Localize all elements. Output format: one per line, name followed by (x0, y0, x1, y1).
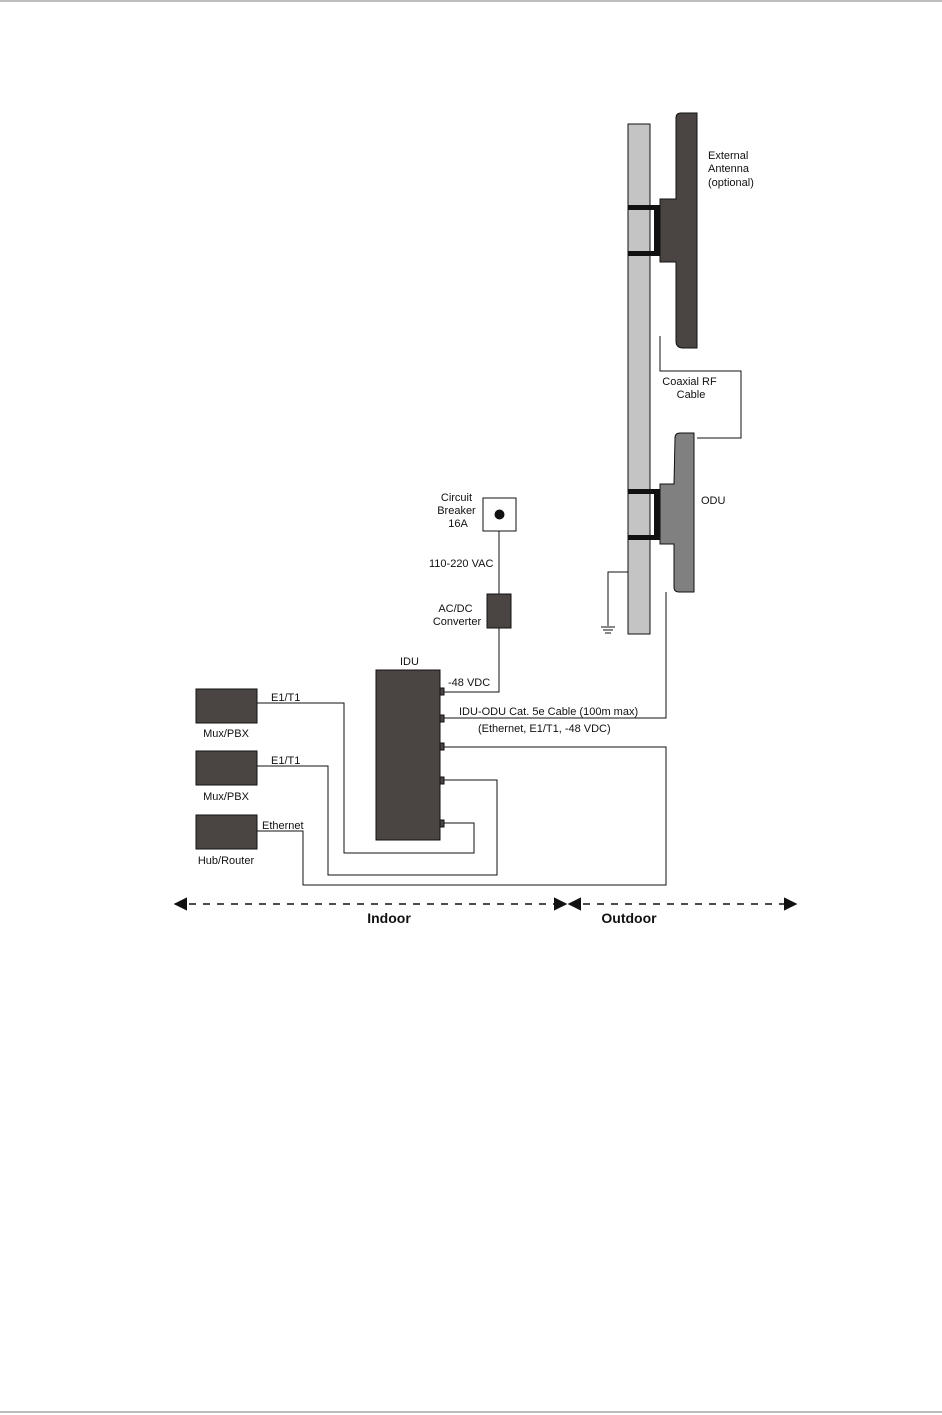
outdoor-zone-label: Outdoor (601, 910, 657, 926)
odu-unit (660, 433, 694, 592)
mux-pbx-2-label: Mux/PBX (203, 791, 249, 803)
idu-unit (376, 670, 440, 840)
vdc-label: -48 VDC (448, 677, 491, 689)
circuit-breaker-label: Circuit Breaker 16A (437, 492, 476, 530)
idu-port-ethernet (440, 743, 444, 750)
e1t1-1-label: E1/T1 (271, 692, 301, 704)
idu-odu-cable-sublabel: (Ethernet, E1/T1, -48 VDC) (478, 723, 611, 735)
idu-label: IDU (400, 656, 419, 668)
ground-connection (601, 572, 628, 633)
mast-pole (628, 124, 650, 634)
e1t1-2-label: E1/T1 (271, 755, 301, 767)
ethernet-cable (257, 747, 666, 885)
mux-pbx-1-label: Mux/PBX (203, 728, 249, 740)
idu-port-power (440, 688, 444, 695)
vac-label: 110-220 VAC (429, 558, 494, 570)
indoor-zone-label: Indoor (367, 910, 411, 926)
mux-pbx-2 (196, 751, 257, 785)
odu-label: ODU (701, 495, 726, 507)
external-antenna (660, 113, 697, 348)
circuit-breaker-indicator (495, 510, 505, 520)
idu-port-odu (440, 715, 444, 722)
converter-label: AC/DC Converter (432, 603, 482, 628)
mux-pbx-1 (196, 689, 257, 723)
ethernet-label: Ethernet (262, 820, 304, 832)
antenna-label: External Antenna (optional) (708, 150, 754, 189)
idu-port-e1t1-2 (440, 777, 444, 784)
idu-ports (440, 688, 444, 827)
hub-router-label: Hub/Router (197, 855, 255, 867)
idu-port-e1t1-1 (440, 820, 444, 827)
coaxial-cable-label: Coaxial RF Cable (662, 376, 717, 401)
hub-router (196, 815, 257, 849)
ac-dc-converter (487, 594, 511, 628)
idu-odu-cable-label: IDU-ODU Cat. 5e Cable (100m max) (459, 706, 639, 718)
